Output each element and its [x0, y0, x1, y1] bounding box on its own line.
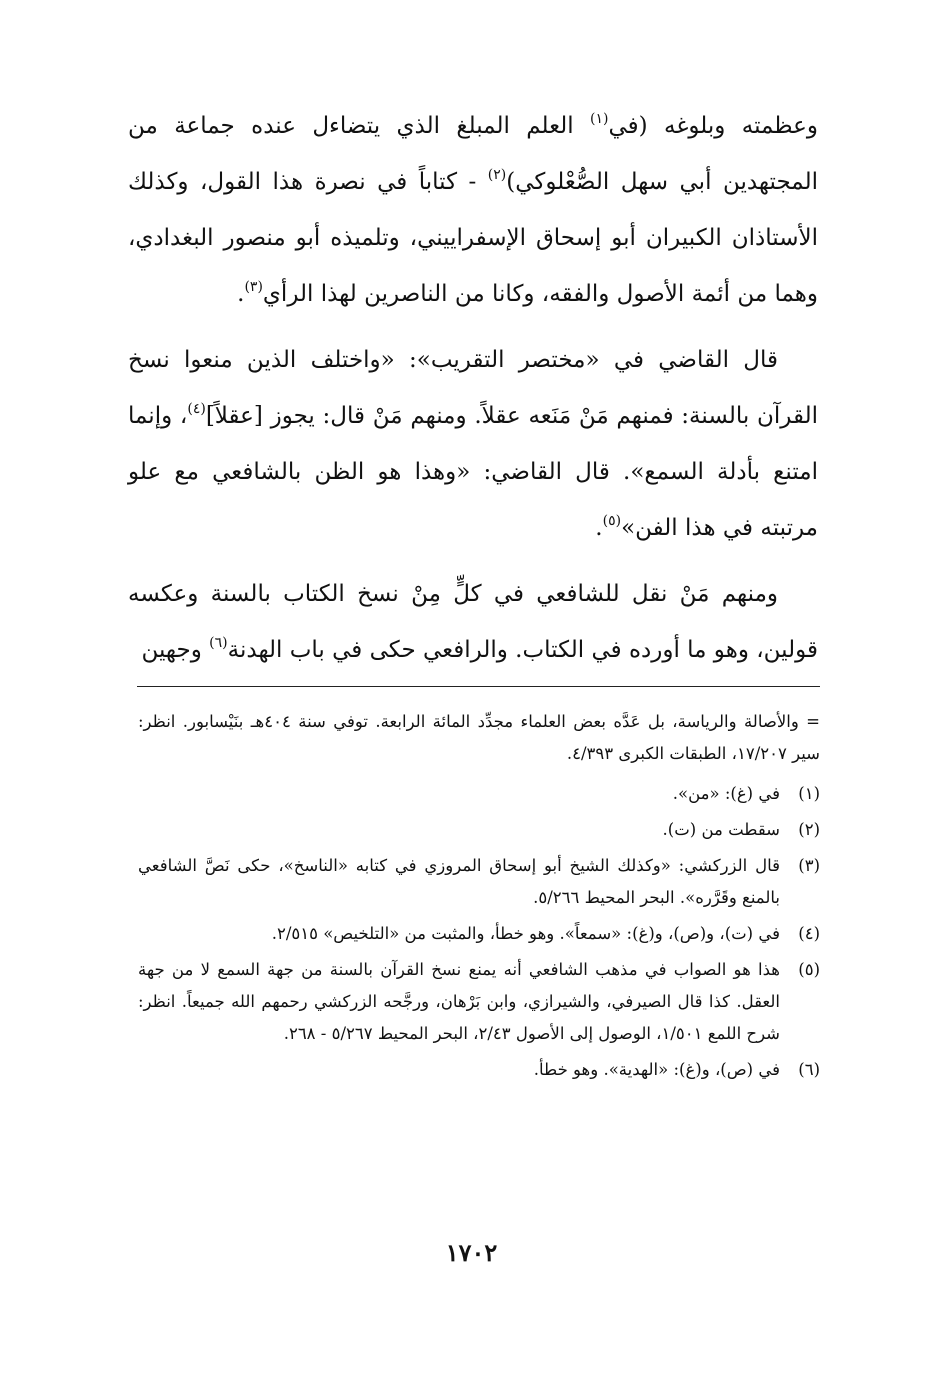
- footnote-6: [138, 1054, 820, 1086]
- footnote-number: (٦): [798, 1060, 820, 1079]
- footnote-2: [138, 814, 820, 846]
- text-run: ، وإنما امتنع بأدلة السمع». قال القاضي: «وهذا هو الظن بالشافعي مع علو مرتبته في هذا الفن»: [128, 403, 818, 541]
- footnote-text: في (ت)، و(ص)، و(غ): «سمعاً». وهو خطأ، والمثبت من «التلخيص» ٢/٥١٥.: [271, 924, 780, 943]
- footnote-text: قال الزركشي: «وكذلك الشيخ أبو إسحاق المروزي في كتابه «الناسخ»، حكى نَصَّ الشافعي بالمنع وقَرَّره». البحر المحيط ٥/٢٦٦.: [138, 856, 780, 907]
- footnotes: [138, 706, 820, 1090]
- footnote-number: (٥): [798, 960, 820, 979]
- footnote-4: [138, 918, 820, 950]
- text-run: وعظمته وبلوغه (في: [608, 113, 818, 139]
- text-run: وجهين: [141, 637, 210, 663]
- footnote-text: سقطت من (ت).: [662, 820, 780, 839]
- footnote-number: (٤): [798, 924, 820, 943]
- paragraph-1: [128, 98, 818, 322]
- text-run: - كتاباً في نصرة هذا القول، وكذلك الأستاذان الكبيران أبو إسحاق الإسفراييني، وتلميذه أبو منصور البغدادي، وهما من أئمة الأصول والفقه، وكانا من الناصرين لهذا الرأي: [128, 169, 818, 307]
- footnote-3: [138, 850, 820, 914]
- paragraph-2: [128, 332, 818, 556]
- footnote-divider: [137, 686, 820, 687]
- footnote-ref-3: (٣): [244, 279, 263, 295]
- footnote-ref-6: (٦): [209, 635, 228, 651]
- footnote-text: في (ص)، و(غ): «الهدية». وهو خطأ.: [533, 1060, 780, 1079]
- text-run: .: [237, 281, 245, 307]
- footnote-ref-4: (٤): [187, 401, 206, 417]
- main-text: [128, 98, 818, 688]
- footnote-number: (٢): [798, 820, 820, 839]
- page-number: ١٧٠٢: [445, 1238, 498, 1267]
- text-run: العلم المبلغ الذي يتضاءل عنده جماعة من المجتهدين أبي سهل الصُّعْلوكي): [128, 113, 819, 195]
- text-run: قال القاضي في «مختصر التقريب»: «واختلف الذين منعوا نسخ القرآن بالسنة: فمنهم مَنْ مَنَعه عقلاً. ومنهم مَنْ قال: يجوز [عقلاً]: [128, 347, 818, 429]
- footnote-continuation: = والأصالة والرياسة، بل عَدَّه بعض العلماء مجدِّد المائة الرابعة. توفي سنة ٤٠٤هـ بنَيْسابور. انظر: سير ١٧/٢٠٧، الطبقات الكبرى ٤/٣٩٣.: [138, 712, 821, 763]
- text-run: ومنهم مَنْ نقل للشافعي في كلٍّ مِنْ نسخ الكتاب بالسنة وعكسه قولين، وهو ما أورده في الكتاب. والرافعي حكى في باب الهدنة: [128, 581, 818, 663]
- footnote-1: [138, 778, 820, 810]
- footnote-ref-1: (١): [590, 111, 609, 127]
- text-run: .: [595, 515, 603, 541]
- footnote-ref-5: (٥): [602, 513, 622, 529]
- footnote-ref-2: (٢): [487, 167, 507, 183]
- footnote-5: [138, 954, 820, 1050]
- footnote-number: (١): [798, 784, 820, 803]
- paragraph-3: [128, 566, 818, 678]
- footnote-text: هذا هو الصواب في مذهب الشافعي أنه يمنع نسخ القرآن بالسنة من جهة السمع لا من جهة العقل. كذا قال الصيرفي، والشيرازي، وابن بَرْهان، ورجَّحه الزركشي رحمهم الله جميعاً. انظر: شرح اللمع ١/٥٠١، الوصول إلى الأصول ٢/٤٣، البحر المحيط ٥/٢٦٧ - ٢٦٨.: [138, 960, 780, 1043]
- footnote-number: (٣): [798, 856, 820, 875]
- footnote-text: في (غ): «من».: [672, 784, 780, 803]
